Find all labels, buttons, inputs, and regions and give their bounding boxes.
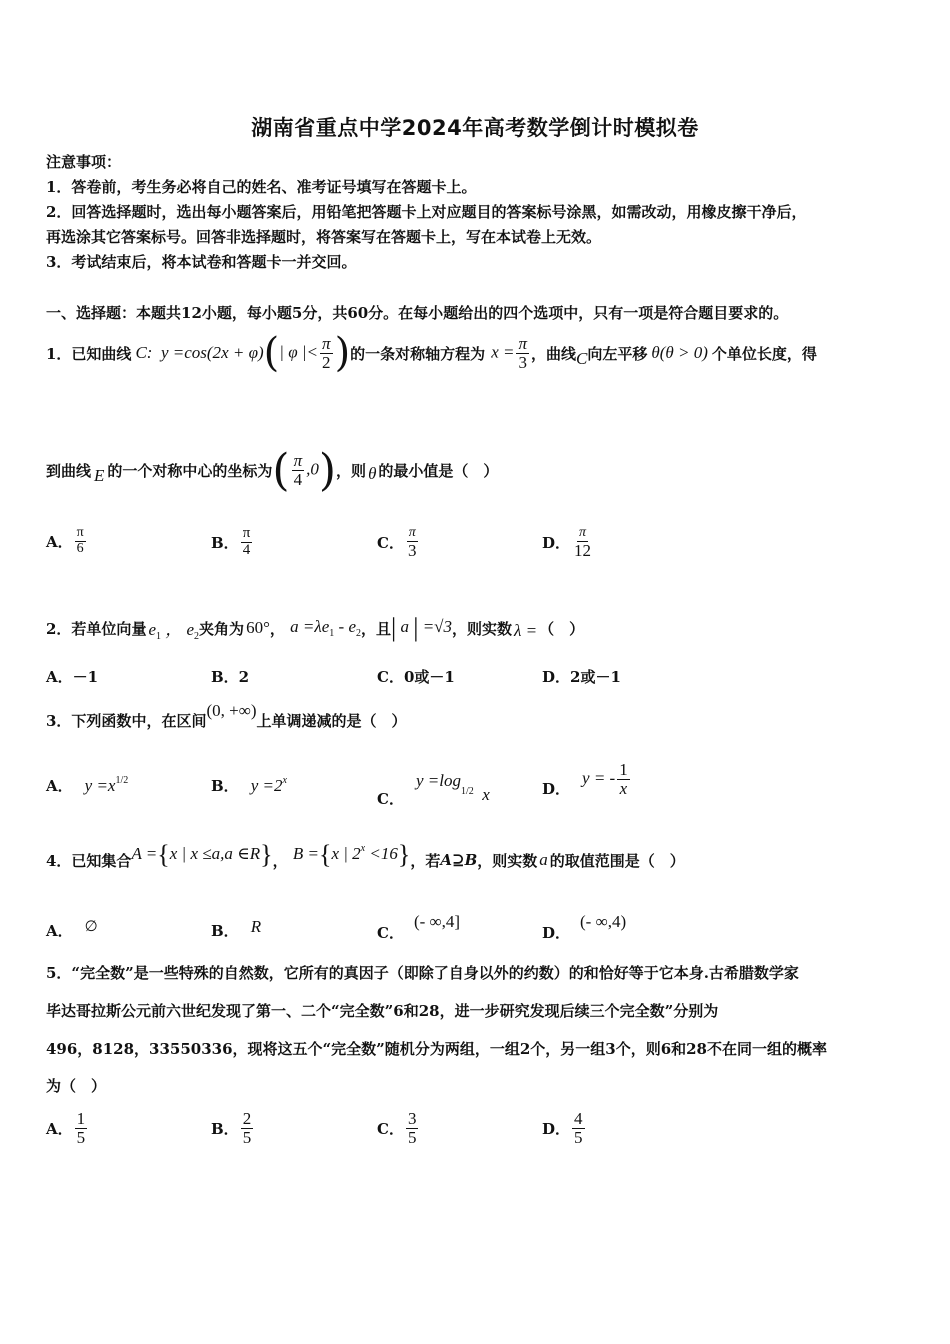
q2-norm: | a | =√3	[391, 613, 452, 642]
question-1-line2: 到曲线 E 的一个对称中心的坐标为 ( $\frac{\pi}{4}$ ,0 ) ，则 θ 的最小值是（ ）	[46, 444, 499, 496]
q5-option-a[interactable]: A． $\frac{1}{5}$	[46, 1109, 86, 1147]
q1-option-a[interactable]: A． $\frac{\pi}{6}$	[46, 525, 84, 556]
page-title: 湖南省重点中学2024年高考数学倒计时模拟卷	[251, 116, 699, 140]
q2-vector-a: $a =\lambda e_1 - e_2$	[290, 617, 361, 639]
q4-option-d[interactable]: D． (- ∞,4)	[542, 911, 627, 942]
q2-option-c[interactable]: C．0或－1	[377, 668, 455, 686]
q1-curve-formula: C: y =cos(2x + φ)	[135, 343, 264, 362]
q5-option-d[interactable]: D． $\frac{4}{5}$	[542, 1109, 583, 1147]
q3-option-d[interactable]: D． y = - $\frac{1}{x}$	[542, 760, 628, 798]
q1-text: 向左平移	[587, 344, 648, 363]
question-5-line: 毕达哥拉斯公元前六世纪发现了第一、二个“完全数”6和28，进一步研究发现后续三个完全数”分别为	[46, 1002, 719, 1020]
q2-angle: 60°	[246, 618, 270, 637]
q1-curve-c: C	[576, 349, 588, 368]
question-4: 4．已知集合 A ={x | x ≤a,a ∈R} ， B ={x | $2^x <16$} ，若 A⊇B ，则实数 a 的取值范围是（ ）	[46, 840, 685, 870]
q1-text: 到曲线	[46, 461, 92, 480]
q4-relation: A⊇B	[440, 851, 478, 869]
q2-lambda: λ =	[514, 621, 538, 640]
question-2: 2．若单位向量 $e_1$ ， $e_2$ 夹角为 60° ， $a =\lambda e_1 - e_2$ ，且 | a | =√3 ，则实数 λ = （ ）	[46, 613, 585, 642]
q4-variable: a	[539, 850, 548, 869]
q3-option-c[interactable]: C． $y =\log_{1/2}$ x	[377, 770, 490, 808]
question-5-line: 496，8128，33550336，现将这五个“完全数”随机分为两组，一组2个，另一组3个，则6和28不在同一组的概率	[46, 1040, 828, 1058]
q4-set-a: A ={x | x ≤a,a ∈R}	[131, 840, 273, 869]
q1-theta-condition: θ(θ > 0)	[651, 343, 708, 362]
q4-option-c[interactable]: C． (- ∞,4]	[377, 911, 461, 942]
q1-text: 的一条对称轴方程为	[350, 344, 486, 363]
q5-option-b[interactable]: B． $\frac{2}{5}$	[211, 1109, 252, 1147]
notice-item: 1．答卷前，考生务必将自己的姓名、准考证号填写在答题卡上。	[46, 178, 477, 196]
section-heading: 一、选择题：本题共12小题，每小题5分，共60分。在每小题给出的四个选项中，只有一项是符合题目要求的。	[46, 304, 789, 322]
q1-text: 的一个对称中心的坐标为	[107, 461, 273, 480]
q4-set-b: B ={x | $2^x <16$}	[292, 840, 411, 869]
notice-item: 3．考试结束后，将本试卷和答题卡一并交回。	[46, 253, 357, 271]
q1-text: ，曲线	[531, 344, 577, 363]
q1-text: 个单位长度，得	[711, 344, 817, 363]
notice-item: 2．回答选择题时，选出每小题答案后，用铅笔把答题卡上对应题目的答案标号涂黑，如需改动，用橡皮擦干净后，	[46, 203, 807, 221]
q1-text: 1．已知曲线	[46, 344, 132, 363]
q1-center-point: $\frac{\pi}{4}$ ,0	[293, 450, 319, 489]
q1-curve-e: E	[94, 466, 105, 485]
q3-option-b[interactable]: B． $y =2^x$	[211, 775, 287, 795]
q1-option-d[interactable]: D． $\frac{\pi}{12}$	[542, 525, 592, 560]
q4-option-b[interactable]: B． R	[211, 916, 262, 940]
q2-option-a[interactable]: A．－1	[46, 668, 99, 686]
notice-heading: 注意事项：	[46, 153, 122, 171]
q5-option-c[interactable]: C． $\frac{3}{5}$	[377, 1109, 417, 1147]
q1-text: 的最小值是（ ）	[378, 461, 499, 480]
q1-text: ，则	[336, 461, 367, 480]
q1-option-b[interactable]: B． $\frac{\pi}{4}$	[211, 525, 251, 558]
question-5-line: 为（ ）	[46, 1077, 107, 1095]
q1-phi-condition: | φ |< $\frac{\pi}{2}$	[279, 333, 331, 372]
q1-theta: θ	[368, 464, 377, 483]
q4-option-a[interactable]: A． ∅	[46, 919, 98, 940]
question-1-line1: 1．已知曲线 C: y =cos(2x + φ) ( | φ |< $\frac{\pi}{2}$ ) 的一条对称轴方程为 x = $\frac{\pi}{3}$ ，曲线 C 向左平移 θ(θ > 0) 个单位长度，得	[46, 330, 817, 376]
q2-option-d[interactable]: D．2或－1	[542, 668, 621, 686]
notice-item: 再选涂其它答案标号。回答非选择题时，将答案写在答题卡上，写在本试卷上无效。	[46, 228, 602, 246]
q2-vector-e1: $e_1$ ， $e_2$	[148, 619, 200, 642]
q1-axis-formula: x = $\frac{\pi}{3}$	[491, 333, 527, 372]
question-3: 3．下列函数中，在区间 (0, +∞) 上单调递减的是（ ）	[46, 701, 407, 730]
q2-option-b[interactable]: B．2	[211, 668, 250, 686]
q1-option-c[interactable]: C． $\frac{\pi}{3}$	[377, 525, 417, 560]
q3-option-a[interactable]: A． $y =x^{1/2}$	[46, 775, 129, 795]
question-5-line: 5．“完全数”是一些特殊的自然数，它所有的真因子（即除了自身以外的约数）的和恰好等于它本身.古希腊数学家	[46, 964, 799, 982]
q3-interval: (0, +∞)	[206, 701, 257, 720]
